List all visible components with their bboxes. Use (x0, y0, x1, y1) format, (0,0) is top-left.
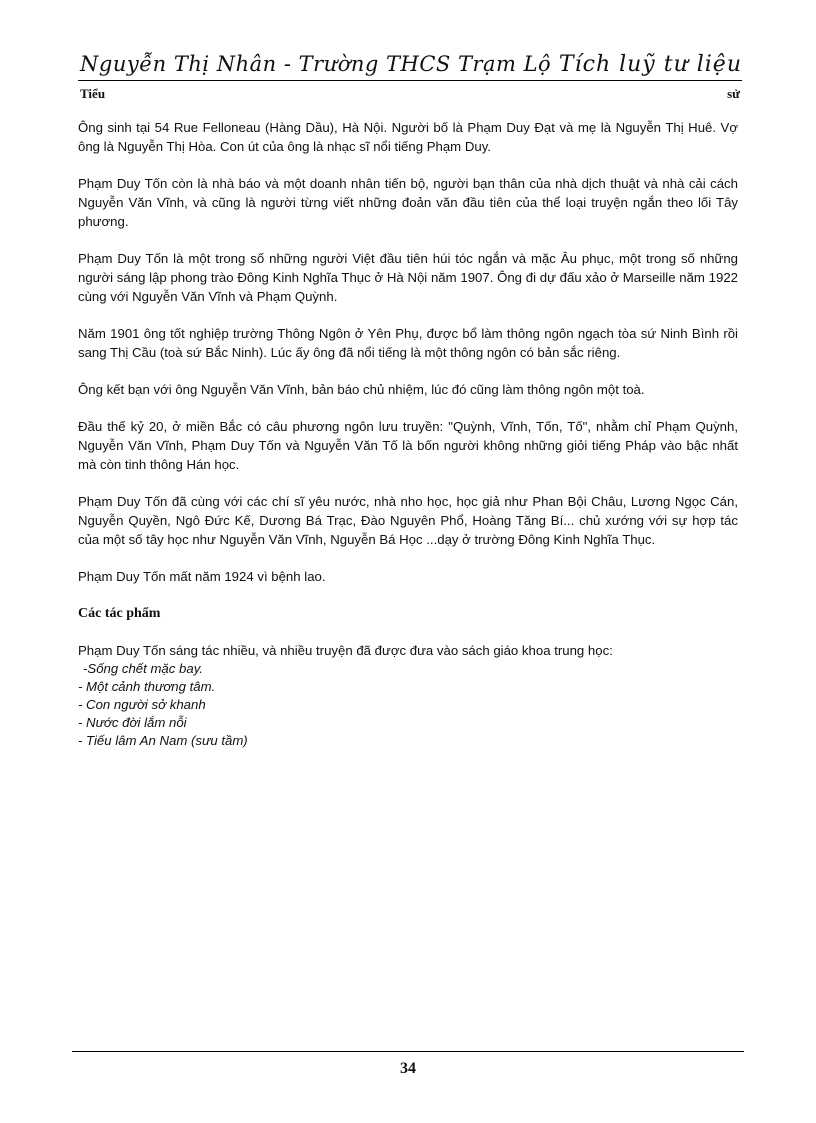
paragraph: Ông sinh tại 54 Rue Felloneau (Hàng Dầu), Hà Nội. Người bố là Phạm Duy Đạt và mẹ là Nguyễn Thị Huê. Vợ ông là Nguyễn Thị Hòa. Con út của ông là nhạc sĩ nổi tiếng Phạm Duy. (78, 120, 738, 154)
paragraph: Đầu thế kỷ 20, ở miền Bắc có câu phương ngôn lưu truyền: "Quỳnh, Vĩnh, Tốn, Tố", nhằm chỉ Phạm Quỳnh, Nguyễn Văn Vĩnh, Phạm Duy Tốn và Nguyễn Văn Tố là bốn người không những giỏi tiếng Pháp vào bậc nhất mà còn tinh thông Hán học. (78, 419, 738, 472)
paragraph: Năm 1901 ông tốt nghiệp trường Thông Ngôn ở Yên Phụ, được bổ làm thông ngôn ngạch tòa sứ Ninh Bình rồi sang Thị Cầu (toà sứ Bắc Ninh). Lúc ấy ông đã nổi tiếng là một thông ngôn có bản sắc riêng. (78, 326, 738, 360)
header-document-title: Tích luỹ tư liệu (558, 52, 742, 77)
header-author-school: Nguyễn Thị Nhân - Trường THCS Trạm Lộ (80, 52, 552, 76)
footer-divider (72, 1051, 744, 1052)
header-divider (78, 80, 742, 81)
header-section-right: sử (727, 86, 740, 101)
list-item: - Tiếu lâm An Nam (sưu tầm) (78, 733, 248, 748)
paragraph: Phạm Duy Tốn đã cùng với các chí sĩ yêu nước, nhà nho học, học giả như Phan Bội Châu, Lương Ngọc Cán, Nguyễn Quyền, Ngô Đức Kế, Dương Bá Trạc, Đào Nguyên Phổ, Hoàng Tăng Bí... chủ xướng với sự hợp tác của một số tây học như Nguyễn Văn Vĩnh, Nguyễn Bá Học ...dạy ở trường Đông Kinh Nghĩa Thục. (78, 494, 738, 547)
paragraph: Phạm Duy Tốn mất năm 1924 vì bệnh lao. (78, 569, 326, 584)
list-item: -Sống chết mặc bay. (83, 661, 203, 676)
header-section-left: Tiểu (80, 86, 106, 101)
paragraph: Phạm Duy Tốn là một trong số những người Việt đầu tiên húi tóc ngắn và mặc Âu phục, một trong số những người sáng lập phong trào Đông Kinh Nghĩa Thục ở Hà Nội năm 1907. Ông đi dự đấu xảo ở Marseille năm 1922 cùng với Nguyễn Văn Vĩnh và Phạm Quỳnh. (78, 251, 738, 304)
document-body (78, 118, 738, 750)
list-item: - Nước đời lắm nỗi (78, 715, 187, 730)
list-item: - Con người sở khanh (78, 697, 206, 712)
works-list (78, 660, 738, 750)
paragraph: Ông kết bạn với ông Nguyễn Văn Vĩnh, bản báo chủ nhiệm, lúc đó cũng làm thông ngôn một toà. (78, 382, 645, 397)
list-item: - Một cảnh thương tâm. (78, 679, 216, 694)
works-intro: Phạm Duy Tốn sáng tác nhiều, và nhiều truyện đã được đưa vào sách giáo khoa trung học: (78, 643, 613, 658)
works-section-title: Các tác phẩm (78, 606, 161, 621)
page-number: 34 (400, 1060, 416, 1077)
paragraph: Phạm Duy Tốn còn là nhà báo và một doanh nhân tiến bộ, người bạn thân của nhà dịch thuật và nhà cải cách Nguyễn Văn Vĩnh, và cũng là người từng viết những đoản văn đầu tiên của thể loại truyện ngắn theo lối Tây phương. (78, 176, 738, 229)
